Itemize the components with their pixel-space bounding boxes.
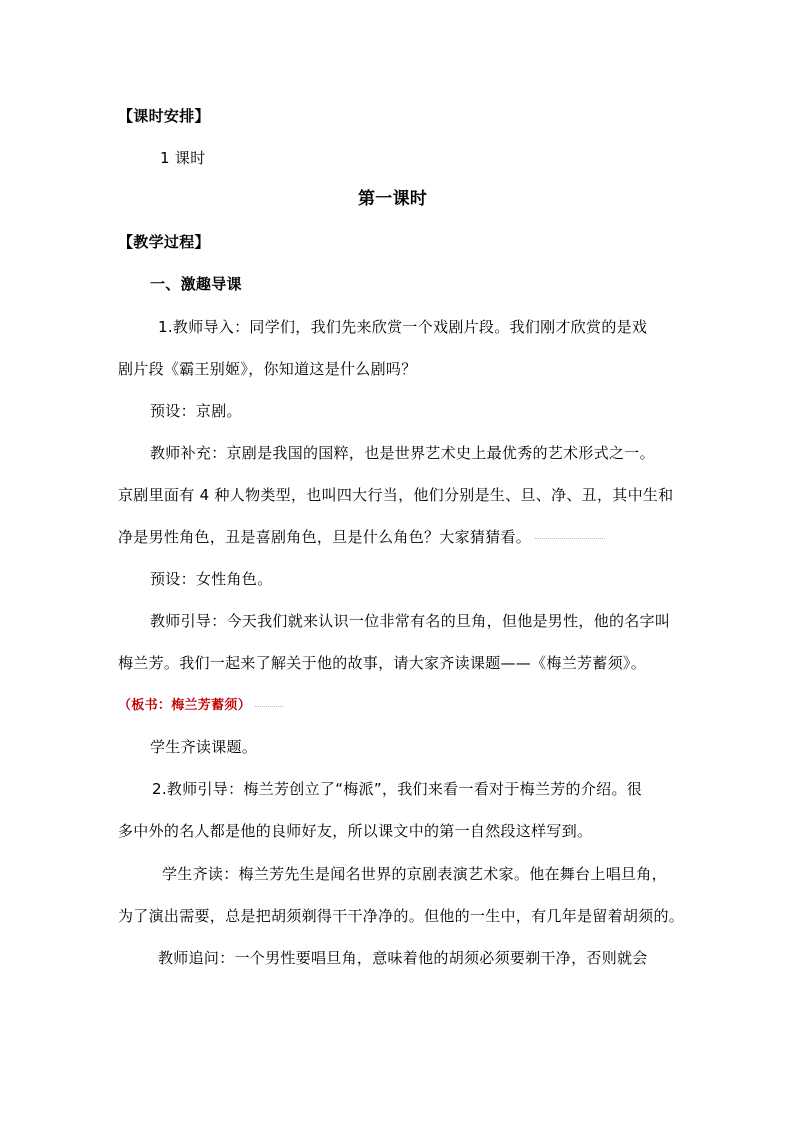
paragraph-line [118, 527, 605, 547]
paragraph-line: 京剧里面有 4 种人物类型，也叫四大行当，他们分别是生、旦、净、丑，其中生和 [118, 486, 674, 504]
heading-schedule: 【课时安排】 [118, 107, 210, 125]
paragraph-line: 学生齐读课题。 [150, 738, 258, 756]
paragraph-line: 2.教师引导：梅兰芳创立了“梅派”，我们来看一看对于梅兰芳的介绍。很 [152, 780, 643, 798]
dotted-underline [535, 537, 605, 539]
paragraph-line: 为了演出需要，总是把胡须剃得干干净净的。但他的一生中，有几年是留着胡须的。 [118, 907, 685, 925]
preset-line: 预设：女性角色。 [150, 570, 273, 588]
lesson-title: 第一课时 [358, 189, 428, 209]
schedule-value: 1 课时 [160, 149, 206, 167]
preset-line: 预设：京剧。 [150, 402, 242, 420]
paragraph-line: 1.教师导入：同学们，我们先来欣赏一个戏剧片段。我们刚才欣赏的是戏 [158, 318, 648, 336]
paragraph-text: 净是男性角色，丑是喜剧角色，旦是什么角色？大家猜猜看。 [118, 528, 532, 546]
section-heading: 一、激趣导课 [150, 275, 242, 293]
paragraph-line: 教师引导：今天我们就来认识一位非常有名的旦角，但他是男性，他的名字叫 [150, 612, 671, 630]
heading-process: 【教学过程】 [118, 233, 210, 251]
dotted-underline [255, 705, 283, 707]
board-note-text: （板书：梅兰芳蓄须） [118, 698, 252, 713]
board-note [118, 696, 283, 716]
paragraph-line: 学生齐读：梅兰芳先生是闻名世界的京剧表演艺术家。他在舞台上唱旦角， [162, 865, 667, 883]
paragraph-line: 剧片段《霸王别姬》，你知道这是什么剧吗？ [118, 360, 417, 378]
paragraph-line: 教师补充：京剧是我国的国粹，也是世界艺术史上最优秀的艺术形式之一。 [150, 444, 655, 462]
paragraph-line: 教师追问：一个男性要唱旦角，意味着他的胡须必须要剃干净，否则就会 [158, 949, 648, 967]
paragraph-line: 梅兰芳。我们一起来了解关于他的故事，请大家齐读课题——《梅兰芳蓄须》。 [118, 654, 647, 672]
paragraph-line: 多中外的名人都是他的良师好友，所以课文中的第一自然段这样写到。 [118, 822, 593, 840]
